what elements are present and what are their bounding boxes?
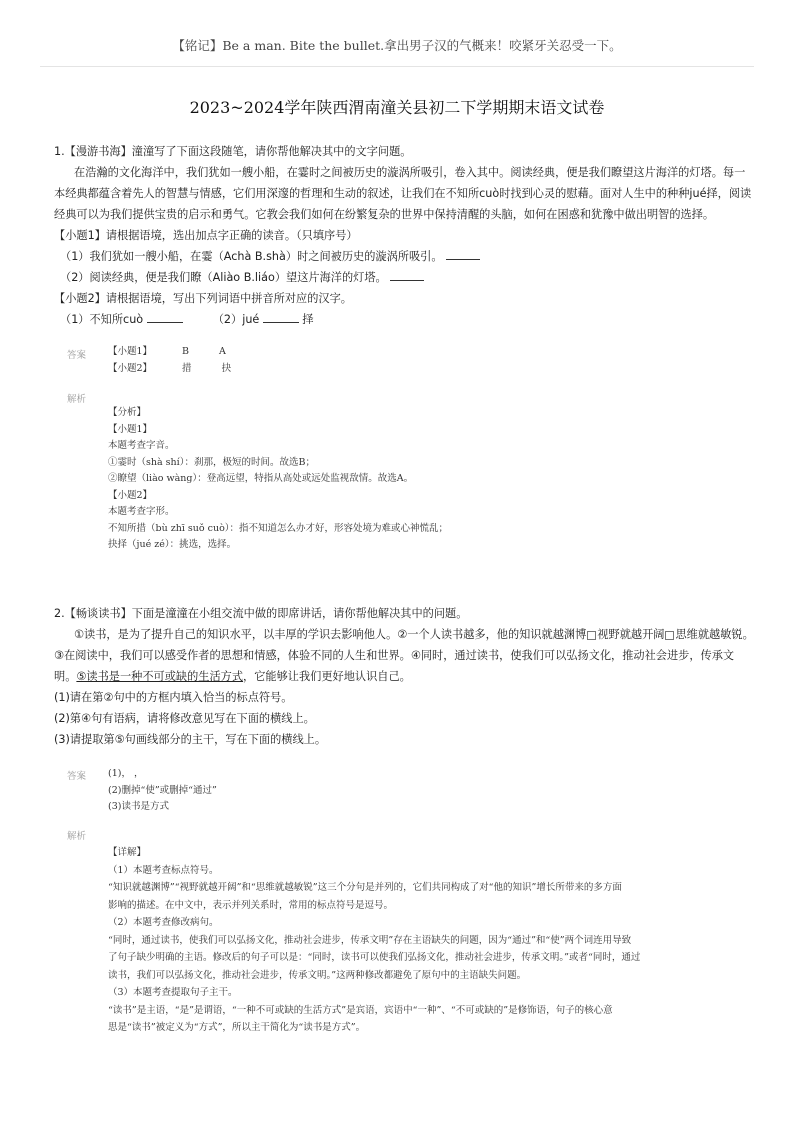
q1-heading: 1.【漫游书海】潼潼写了下面这段随笔，请你帮他解决其中的文字问题。 [54,145,412,158]
analysis-line: 读书，我们可以弘扬文化，推动社会进步，传承文明。”这两种修改都避免了原句中的主语缺失问题。 [108,969,527,981]
page-header-motto: 【铭记】Be a man. Bite the bullet.拿出男子汉的气概来！咬紧牙关忍受一下。 [172,38,622,53]
q1-sub2-items [54,309,744,330]
punctuation-box[interactable] [587,631,596,640]
q1-sub2-b: （2）jué [212,313,260,326]
q1-sub1-b [54,267,744,288]
analysis-line: （3）本题考查提取句子主干。 [108,987,238,998]
q2-underlined-phrase: ⑤读书是一种不可或缺的生活方式 [76,670,244,683]
answer-value: B [182,346,190,357]
header-divider [40,66,754,67]
analysis-line: 本题考查字形。 [108,506,175,517]
q1-sub1-title: 【小题1】请根据语境，选出加点字正确的读音。（只填序号） [54,229,358,242]
answer-blank[interactable] [446,247,480,260]
analysis-line: “同时，通过读书，使我们可以弘扬文化，推动社会进步，传承文明”存在主语缺失的问题，因为“通过”和“使”两个词连用导致 [108,934,632,946]
q2-heading: 2.【畅谈读书】下面是潼潼在小组交流中做的即席讲话，请你帮他解决其中的问题。 [54,607,468,620]
answer-blank[interactable] [263,310,299,323]
q2-analysis [108,844,748,1037]
answer-value: A [219,346,226,357]
q2-passage-line [54,624,754,645]
q1-sub2-a: （1）不知所cuò [60,313,144,326]
question-2 [54,603,754,750]
page-title: 2023~2024学年陕西渭南潼关县初二下学期期末语文试卷 [189,98,605,117]
analysis-line: ①霎时（shà shí）：刹那，极短的时间。故选B； [108,456,315,468]
q1-answers [108,344,748,377]
analysis-line: 本题考查字音。 [108,440,175,451]
analysis-line: “知识就越渊博”“视野就越开阔”和“思维就越敏锐”这三个分句是并列的，它们共同构成了对“他的知识”增长所带来的多方面 [108,882,622,893]
analysis-line: 【小题1】 [108,423,153,435]
q1-sub1-a-pre: （1）我们犹如一艘小船，在 [60,250,202,263]
analysis-line: ②瞭望（liào wàng）：登高远望，特指从高处或远处监视敌情。故选A。 [108,473,414,484]
q1-sub2-title: 【小题2】请根据语境，写出下列词语中拼音所对应的汉字。 [54,292,352,305]
analysis-line: 【详解】 [108,847,147,858]
answer-line: (3)读书是方式 [108,801,169,812]
q1-answer-label: 答案 [67,350,87,361]
q1-answer-row [108,361,748,378]
q2-passage-part: 明。 [54,670,77,683]
q2-passage-part: ，它能够让我们更好地认识自己。 [243,670,411,683]
analysis-line: 思是“读书”被定义为“方式”，所以主干简化为“读书是方式”。 [108,1022,366,1033]
q1-sub1-a-dotted-char: 霎 [201,250,213,263]
analysis-line: 抉择（jué zé）：挑选，选择。 [108,539,237,550]
q1-passage-line: 经典可以为我们提供宝贵的启示和勇气。它教会我们如何在纷繁复杂的世界中保持清醒的头脑，如何在困惑和犹豫中做出明智的选择。 [54,208,715,221]
answer-line: (1)， ， [108,768,144,779]
q2-passage-line: ③在阅读中，我们可以感受作者的思想和情感，体验不同的人生和世界。④同时，通过读书，使我们可以弘扬文化，推动社会进步，传承文 [54,649,735,662]
q1-sub2-b-end: 择 [302,313,314,326]
question-1 [54,141,752,330]
q1-analysis [108,405,748,554]
q1-analysis-label: 解析 [67,394,87,405]
analysis-line: 【小题2】 [108,489,153,501]
analysis-line: 了句子缺少明确的主语。修改后的句子可以是：“同时，读书可以使我们弘扬文化，推动社会进步，传承文明。”或者“同时，通过 [108,952,641,963]
answer-blank[interactable] [147,310,183,323]
analysis-line: 影响的描述。在中文中，表示并列关系时，常用的标点符号是逗号。 [108,899,394,911]
q1-passage-line: 本经典都蕴含着先人的智慧与情感，它们用深邃的哲理和生动的叙述，让我们在不知所cuò时找到心灵的慰藉。面对人生中的种种jué择，阅读 [54,187,752,200]
answer-value: 措 [182,362,192,374]
q2-passage-part: 视野就越开阔 [597,628,665,641]
q2-passage-part: 思维就越敏锐。 [675,628,754,641]
answer-line: (2)删掉“使”或删掉“通过” [108,784,217,796]
punctuation-box[interactable] [665,631,674,640]
q2-answer-label: 答案 [67,771,87,782]
analysis-line: （1）本题考查标点符号。 [108,864,219,876]
q2-item: (3)请提取第⑤句画线部分的主干，写在下面的横线上。 [54,733,327,746]
q1-sub1-b-dotted-char: 瞭 [190,271,202,284]
q1-sub1-a [54,246,744,267]
analysis-line: （2）本题考查修改病句。 [108,917,219,928]
analysis-line: 不知所措（bù zhī suǒ cuò）：指不知道怎么办才好，形容处境为难或心神慌乱； [108,522,449,534]
q2-answers [108,766,748,816]
q1-sub1-a-post: （Achà B.shà）时之间被历史的漩涡所吸引。 [212,250,443,263]
q2-analysis-label: 解析 [67,831,87,842]
answer-row-label: 【小题2】 [108,362,153,374]
q1-answer-row [108,344,748,361]
answer-blank[interactable] [390,268,424,281]
q1-sub1-b-pre: （2）阅读经典，便是我们 [60,271,191,284]
analysis-line: 【分析】 [108,407,147,418]
q1-passage-line: 在浩瀚的文化海洋中，我们犹如一艘小船，在霎时之间被历史的漩涡所吸引，卷入其中。阅读经典，便是我们瞭望这片海洋的灯塔。每一 [74,166,746,179]
q2-passage-part: ①读书，是为了提升自己的知识水平，以丰厚的学识去影响他人。②一个人读书越多，他的知识就越渊博 [74,628,587,641]
q2-passage-line [54,666,744,687]
q2-item: (2)第④句有语病，请将修改意见写在下面的横线上。 [54,712,315,725]
analysis-line: “读书”是主语，“是”是谓语，“一种不可或缺的生活方式”是宾语，宾语中“一种”、“不可或缺的”是修饰语，句子的核心意 [108,1004,613,1016]
q2-item: (1)请在第②句中的方框内填入恰当的标点符号。 [54,691,293,704]
answer-row-label: 【小题1】 [108,346,153,357]
answer-value: 抉 [221,362,232,374]
q1-sub1-b-post: （Aliào B.liáo）望这片海洋的灯塔。 [201,271,387,284]
